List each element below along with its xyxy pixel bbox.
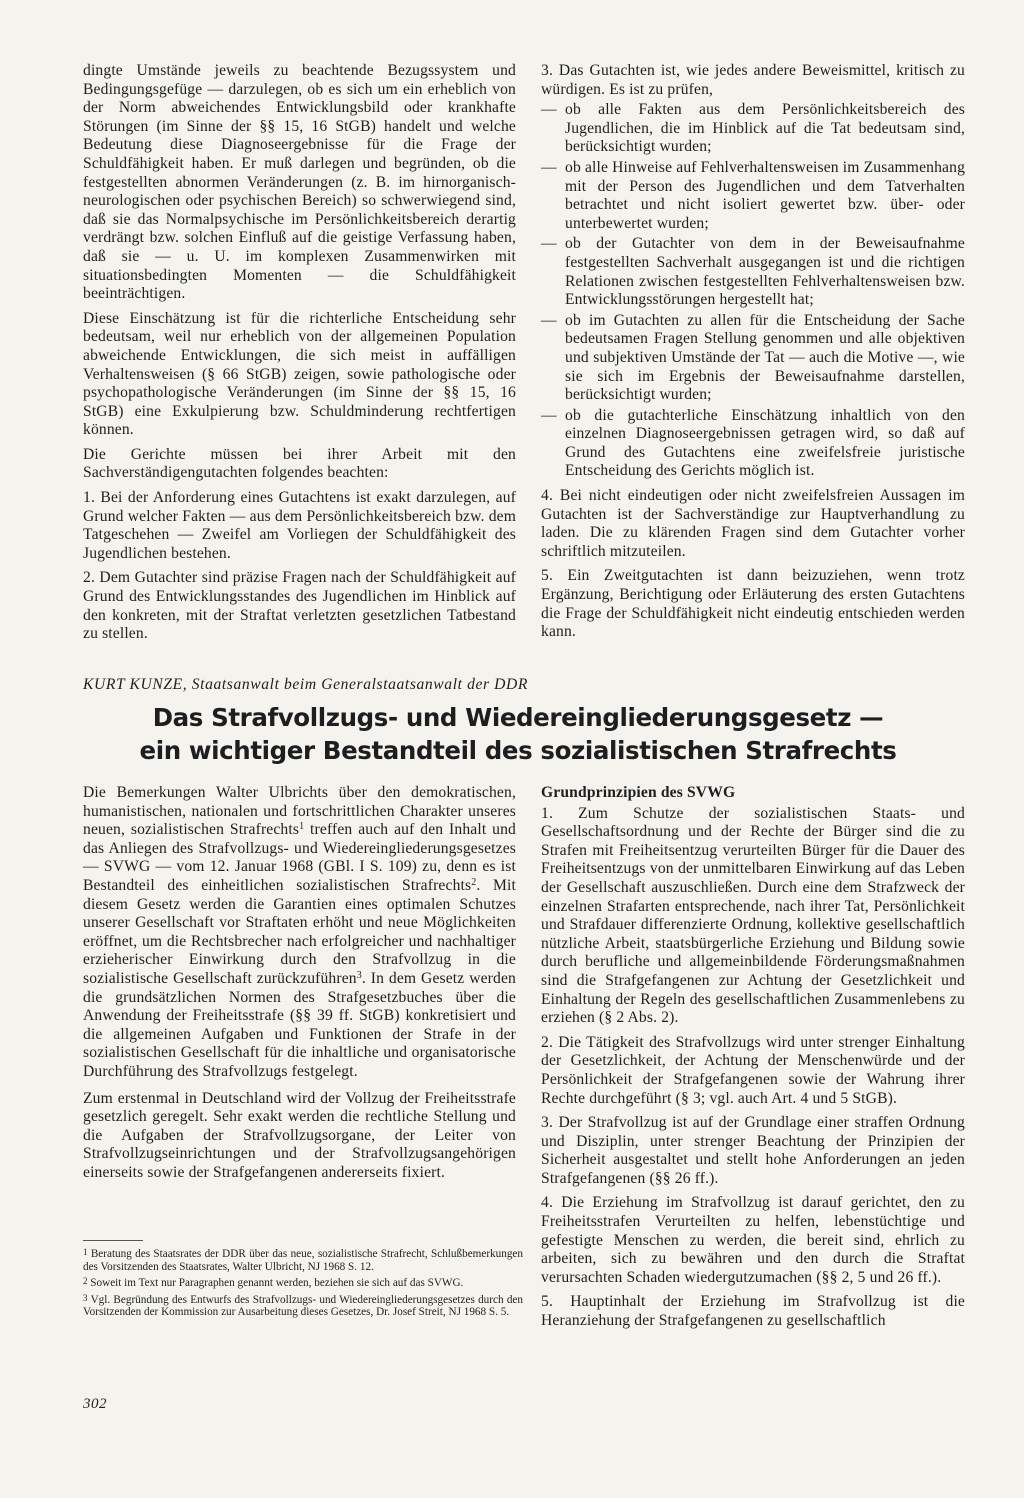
- dash-item: [541, 235, 965, 309]
- footnote: [83, 1292, 523, 1319]
- page-number: 302: [83, 1396, 107, 1412]
- author-byline: KURT KUNZE, Staatsanwalt beim Generalstaatsanwalt der DDR: [83, 676, 529, 693]
- list-item: 2. Die Tätigkeit des Strafvollzugs wird unter strenger Einhaltung der Gesetzlichkeit, der Achtung der Menschenwürde und der Persönlichkeit der Strafgefangenen sowie der Wahrung ihrer Rechte durchgeführt (§ 3; vgl. auch Art. 4 und 5 StGB).: [541, 1033, 965, 1107]
- dash-item-text: ob im Gutachten zu allen für die Entscheidung der Sache bedeutsamen Fragen Stellung genommen und alle objektiven und subjektiven Umstände der Tat — auch die Motive —, wie sie sich im Ergebnis der Beweisaufnahme darstellen, berücksichtigt wurden;: [565, 311, 965, 404]
- dash-mark: —: [541, 311, 557, 329]
- footnote-text: Vgl. Begründung des Entwurfs des Strafvollzugs- und Wiedereingliederungsgesetzes durch den Vorsitzenden der Kommission zur Ausarbeitung dieses Gesetzes, Dr. Josef Streit, NJ 1968 S. 5.: [83, 1293, 523, 1319]
- footnote: [83, 1275, 523, 1290]
- footnotes: [83, 1246, 523, 1321]
- footnote-text: Beratung des Staatsrates der DDR über das neue, sozialistische Strafrecht, Schlußbemerkungen des Vorsitzenden des Staatsrates, Walter Ulbricht, NJ 1968 S. 12.: [83, 1248, 523, 1273]
- dash-item: [541, 101, 965, 157]
- paragraph: Die Gerichte müssen bei ihrer Arbeit mit den Sachverständigengutachten folgendes beachten:: [83, 445, 516, 482]
- footnote: [83, 1246, 523, 1273]
- dash-item: [541, 312, 965, 405]
- paragraph: Diese Einschätzung ist für die richterliche Entscheidung sehr bedeutsam, weil nur erheblich von der allgemeinen Population abweichende Entwicklungen, die sich meist in auffälligen Verhaltensweisen (§ 66 StGB) zeigen, sowie pathologische oder psychopathologische Veränderungen (im Sinne der §§ 15, 16 StGB) eine Exkulpierung bzw. Schuldminderung rechtfertigen können.: [83, 309, 516, 439]
- dash-mark: —: [541, 406, 557, 424]
- list-item: 1. Zum Schutze der sozialistischen Staats- und Gesellschaftsordnung und der Rechte der Bürger sind die zu Strafen mit Freiheitsentzug verurteilten Bürger für die Dauer des Freiheitsentzugs von der unmittelbaren Einwirkung auf das Leben der Gesellschaft auszuschließen. Durch eine dem Strafzweck der einzelnen Strafarten entsprechende, nach ihrer Tat, Persönlichkeit und Strafdauer differenzierte Ordnung, kollektive gesellschaftlich nützliche Arbeit, staatsbürgerliche Erziehung und Bildung sowie durch berufliche und allgemeinbildende Förderungsmaßnahmen sind die Strafgefangenen zur Achtung der Gesetzlichkeit und Einhaltung der Regeln des gesellschaftlichen Zusammenlebens zu erziehen (§ 2 Abs. 2).: [541, 804, 965, 1027]
- article-title: [83, 701, 953, 767]
- dash-mark: —: [541, 158, 557, 176]
- section-heading: Grundprinzipien des SVWG: [541, 784, 736, 801]
- paragraph: [83, 784, 516, 1082]
- article-title-line-2: ein wichtiger Bestandteil des sozialistischen Strafrechts: [139, 736, 897, 765]
- footnote-ref[interactable]: 3: [356, 969, 362, 981]
- text-run: treffen auch auf den Inhalt und das Anliegen des Strafvollzugs- und Wiedereingliederungsgesetzes — SVWG — vom 12. Januar 1968 (GBl. I S. 109) zu, denn es ist Bestandteil des einheitlichen sozialistischen Strafrechts: [83, 821, 516, 894]
- paragraph: dingte Umstände jeweils zu beachtende Bezugssystem und Bedingungsgefüge — darzulegen, ob es sich um ein erheblich von der Norm abweichendes Entwicklungsbild oder krankhafte Störungen (im Sinne der §§ 15, 16 StGB) handelt und welche Bedeutung diese Diagnoseergebnisse für die Frage der Schuldfähigkeit haben. Er muß darlegen und begründen, ob die festgestellten abnormen Veränderungen (z. B. im hirnorganisch-neurologischen oder psychischen Bereich) so schwerwiegend sind, daß sie das Normalpsychische im Persönlichkeitsbereich derartig verdrängt bzw. solchen Einfluß auf die geistige Verfassung haben, daß sie — u. U. im komplexen Zusammenwirken mit situationsbedingten Momenten — die Schuldfähigkeit beeinträchtigen.: [83, 62, 516, 303]
- list-item: 3. Der Strafvollzug ist auf der Grundlage einer straffen Ordnung und Disziplin, unter strenger Beachtung der Prinzipien der Sicherheit ausgestaltet und stellt hohe Anforderungen an jeden Strafgefangenen (§§ 26 ff.).: [541, 1114, 965, 1187]
- list-item: 4. Die Erziehung im Strafvollzug ist darauf gerichtet, den zu Freiheitsstrafen Verurteilten zu helfen, lebenstüchtige und gefestigte Menschen zu werden, die bereit sind, ehrlich zu arbeiten, sich zu bewähren und den durch die Straftat verursachten Schaden wiedergutzumachen (§§ 2, 5 und 26 ff.).: [541, 1194, 965, 1286]
- footnote-number: 2: [83, 1276, 88, 1287]
- text-run: Die Bemerkungen Walter Ulbrichts über den demokratischen, humanistischen, nationalen und fortschrittlichen Charakter unseres neuen, sozialistischen Strafrechts: [83, 784, 516, 839]
- list-item: 5. Ein Zweitgutachten ist dann beizuziehen, wenn trotz Ergänzung, Berichtigung oder Erläuterung des ersten Gutachtens die Frage der Schuldfähigkeit nicht eindeutig entschieden werden kann.: [541, 567, 965, 641]
- dash-item-text: ob alle Fakten aus dem Persönlichkeitsbereich des Jugendlichen, die im Hinblick auf die Tat bedeutsam sind, berücksichtigt wurden;: [565, 101, 965, 156]
- paragraph: Zum erstenmal in Deutschland wird der Vollzug der Freiheitsstrafe gesetzlich geregelt. Sehr exakt werden die rechtliche Stellung und die Aufgaben der Strafvollzugsorgane, der Leiter von Strafvollzugseinrichtungen und der Strafvollzugsangehörigen einerseits sowie der Strafgefangenen andererseits fixiert.: [83, 1089, 516, 1181]
- dash-mark: —: [541, 101, 557, 119]
- footnote-text: Soweit im Text nur Paragraphen genannt werden, beziehen sie sich auf das SVWG.: [90, 1277, 464, 1290]
- article-left-column: [83, 784, 516, 1188]
- list-item: 2. Dem Gutachter sind präzise Fragen nach der Schuldfähigkeit auf Grund des Entwicklungsstandes des Jugendlichen im Hinblick auf den konkreten, mit der Straftat verletzten gesetzlichen Tatbestand zu stellen.: [83, 569, 516, 643]
- footnote-ref[interactable]: 2: [471, 876, 477, 888]
- top-left-column: [83, 62, 516, 650]
- list-item: 3. Das Gutachten ist, wie jedes andere Beweismittel, kritisch zu würdigen. Es ist zu prüfen,: [541, 62, 965, 98]
- dash-item-text: ob die gutachterliche Einschätzung inhaltlich von den einzelnen Diagnoseergebnissen getragen wird, so daß auf Grund des Gutachtens eine zweifelsfreie juristische Entscheidung des Gerichts möglich ist.: [565, 406, 965, 480]
- top-right-column: [541, 62, 965, 648]
- list-item: 4. Bei nicht eindeutigen oder nicht zweifelsfreien Aussagen im Gutachten ist der Sachverständige zur Hauptverhandlung zu laden. Die zu klärenden Fragen sind dem Gutachter vorher schriftlich mitzuteilen.: [541, 487, 965, 560]
- dash-item-text: ob der Gutachter von dem in der Beweisaufnahme festgestellten Sachverhalt ausgegangen ist und die richtigen Relationen zwischen festgestellten Fehlverhaltensweisen bzw. Entwicklungsstörungen hergestellt hat;: [565, 235, 965, 309]
- article-title-line-1: Das Strafvollzugs- und Wiedereingliederungsgesetz —: [152, 703, 884, 732]
- list-item: 1. Bei der Anforderung eines Gutachtens ist exakt darzulegen, auf Grund welcher Fakten — aus dem Persönlichkeitsbereich bzw. dem Tatgeschehen — Zweifel am Vorliegen der Schuldfähigkeit des Jugendlichen bestehen.: [83, 489, 516, 562]
- list-item: 5. Hauptinhalt der Erziehung im Strafvollzug ist die Heranziehung der Strafgefangenen zu gesellschaftlich: [541, 1293, 965, 1330]
- footnote-divider: [83, 1240, 143, 1241]
- dash-item: [541, 159, 965, 233]
- footnote-number: 3: [83, 1292, 88, 1303]
- text-run: . In dem Gesetz werden die grundsätzlichen Normen des Strafgesetzbuches über die Anwendung der Freiheitsstrafe (§§ 39 ff. StGB) konkretisiert und die allgemeinen Aufgaben und Funktionen der Strafe in der sozialistischen Gesellschaft für die inhaltliche und organisatorische Durchführung des Strafvollzugs festgelegt.: [83, 969, 516, 1080]
- footnote-ref[interactable]: 1: [299, 821, 305, 833]
- footnote-number: 1: [83, 1247, 88, 1257]
- dash-item: [541, 407, 965, 481]
- dash-item-text: ob alle Hinweise auf Fehlverhaltensweisen im Zusammenhang mit der Person des Jugendlichen und dem Tatverhalten betrachtet und nicht isoliert gewertet bzw. über- oder unterbewertet wurden;: [565, 158, 966, 232]
- dash-mark: —: [541, 235, 557, 253]
- text-run: . Mit diesem Gesetz werden die Garantien eines optimalen Schutzes unserer Gesellschaft vor Straftaten erhöht und neue Möglichkeiten eröffnet, um die Rechtsbrecher nach erfolgreicher und nachhaltiger erzieherischer Einwirkung durch den Strafvollzug in die sozialistische Gesellschaft zurückzuführen: [83, 876, 516, 987]
- article-right-column: [541, 784, 965, 1337]
